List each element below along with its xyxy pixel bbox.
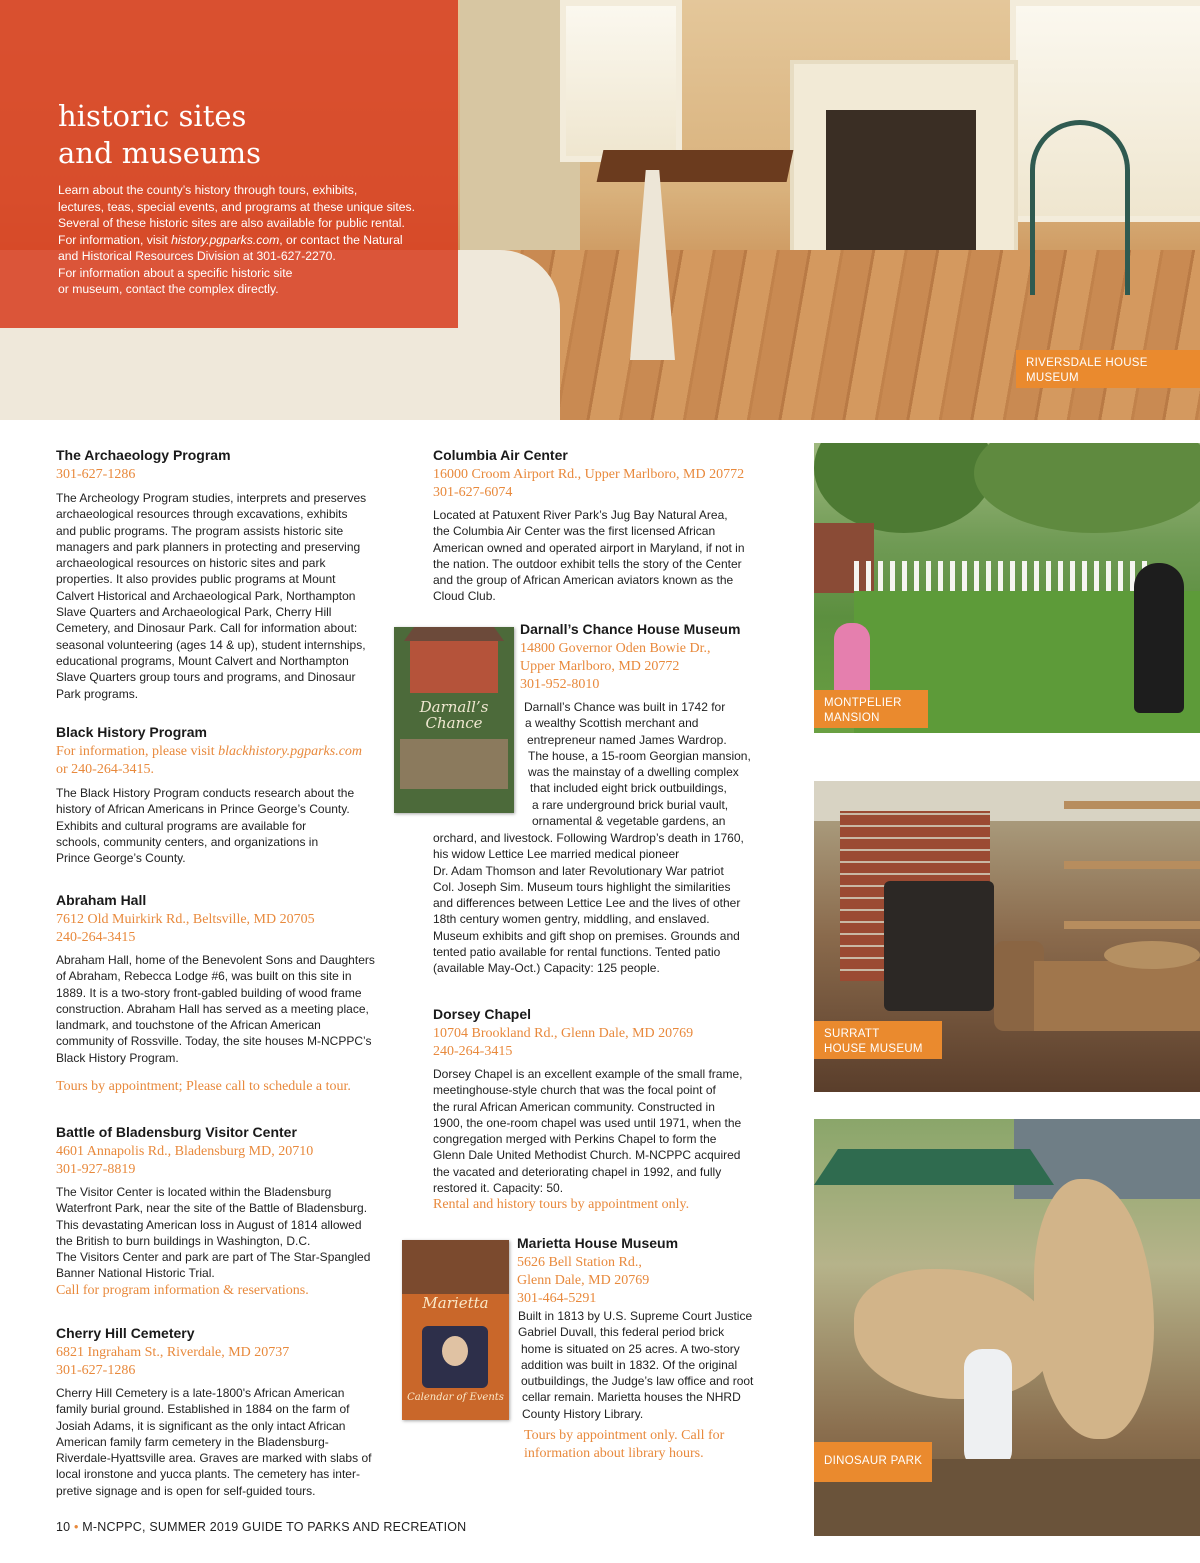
body-line: construction. Abraham Hall has served as a meeting place,: [56, 1001, 369, 1016]
body-line: was the mainstay of a dwelling complex: [528, 765, 739, 780]
entry-dorsey-chapel: [433, 1005, 763, 1214]
cover-photo: [400, 739, 508, 789]
body-line: Slave Quarters and Archaeological Park, Cherry Hill: [56, 605, 332, 620]
body-line: Exhibits and cultural programs are available for: [56, 818, 307, 833]
intro-line: and Historical Resources Division at 301-627-2270.: [58, 249, 336, 263]
caption-line: MONTPELIER: [824, 697, 902, 709]
intro-text-fragment: , or contact the Natural: [279, 232, 403, 247]
entry-body: [56, 785, 386, 866]
entry-address: 5626 Bell Station Rd.,: [517, 1255, 642, 1270]
body-line: The Archeology Program studies, interprets and preserves: [56, 491, 367, 505]
entry-phone: 301-627-1286: [56, 1363, 136, 1378]
intro-line: [58, 232, 438, 249]
body-line: Col. Joseph Sim. Museum tours highlight the similarities: [433, 879, 731, 894]
body-line: schools, community centers, and organizations in: [56, 834, 319, 849]
body-line: outbuildings, the Judge’s law office and root: [521, 1374, 754, 1389]
entry-address: 7612 Old Muirkirk Rd., Beltsville, MD 20705: [56, 912, 315, 927]
entry-title: Abraham Hall: [56, 892, 147, 908]
hero-windsor-chair: [1030, 120, 1130, 295]
body-line: the Columbia Air Center was the first licensed African: [433, 524, 716, 539]
darnalls-chance-brochure-cover: [394, 627, 514, 813]
photo-child: [964, 1349, 1012, 1469]
black-history-link[interactable]: blackhistory.pgparks.com: [218, 744, 363, 759]
body-line: Built in 1813 by U.S. Supreme Court Justice: [518, 1309, 753, 1323]
note-line: information about library hours.: [524, 1446, 704, 1462]
entry-title: Black History Program: [56, 724, 207, 740]
photo-shelf: [1064, 921, 1200, 929]
hero-table: [597, 150, 794, 182]
entry-phone: 240-264-3415: [56, 930, 136, 945]
entry-body: [433, 830, 763, 977]
photo-shelf: [1064, 861, 1200, 869]
entry-phone: 301-627-1286: [56, 467, 136, 482]
body-line: Josiah Adams, it is significant as the only intact African: [56, 1418, 346, 1433]
photo-fence: [854, 561, 1154, 591]
body-line: archaeological resources on historic sites and park: [56, 556, 326, 571]
body-line: Museum exhibits and gift shop on premises. Grounds and: [433, 928, 740, 943]
body-line: landmark, and touchstone of the African American: [56, 1018, 321, 1033]
body-line: orchard, and livestock. Following Wardrop’s death in 1760,: [433, 831, 744, 845]
entry-address: 16000 Croom Airport Rd., Upper Marlboro, MD 20772: [433, 467, 745, 482]
entry-body: [56, 490, 386, 702]
entry-title: Darnall’s Chance House Museum: [520, 621, 741, 637]
intro-text-fragment: For information, visit: [58, 232, 172, 247]
photo-tree: [974, 443, 1200, 533]
photo-dinosaur-sculpture: [1034, 1179, 1154, 1439]
contact-text: or 240-264-3415.: [56, 762, 154, 777]
title-line: historic sites: [58, 99, 247, 133]
marietta-brochure-cover: [402, 1240, 509, 1420]
entry-note: Tours by appointment; Please call to schedule a tour.: [56, 1079, 351, 1095]
entry-marietta-house: [517, 1234, 787, 1463]
body-line: Darnall’s Chance was built in 1742 for: [524, 700, 726, 714]
photo-caption-riversdale: [1016, 350, 1200, 388]
body-line: managers and park planners in protecting and preserving: [56, 539, 361, 554]
body-line: a rare underground brick burial vault,: [532, 797, 729, 812]
entry-address: Upper Marlboro, MD 20772: [520, 659, 680, 674]
entry-note: [524, 1427, 787, 1463]
entry-body: [433, 1066, 763, 1196]
entry-contact: [56, 743, 386, 779]
photo-wood-stove: [884, 881, 994, 1011]
cover-subtitle: Calendar of Events: [407, 1392, 504, 1403]
body-line: and the group of African American aviators known as the: [433, 573, 734, 588]
body-line: The Black History Program conducts research about the: [56, 786, 355, 800]
body-line: Dorsey Chapel is an excellent example of the small frame,: [433, 1067, 743, 1081]
body-line: and differences between Lettice Lee and the lives of other: [433, 896, 741, 911]
body-line: the British to burn buildings in Washington, D.C.: [56, 1233, 311, 1248]
entry-address: 14800 Governor Oden Bowie Dr.,: [520, 641, 711, 656]
body-line: 1889. It is a two-story front-gabled building of wood frame: [56, 985, 362, 1000]
entry-cherry-hill: [56, 1324, 386, 1499]
body-line: Calvert Historical and Archaeological Park, Northampton: [56, 588, 356, 603]
cover-house-image: [402, 1240, 509, 1294]
entry-phone: 301-952-8010: [520, 677, 600, 692]
hero-fireplace: [826, 110, 976, 250]
body-line: ornamental & vegetable gardens, an: [532, 814, 726, 829]
body-line: meetinghouse-style church that was the focal point of: [433, 1083, 716, 1098]
body-line: his widow Lettice Lee married medical pioneer: [433, 847, 680, 862]
page-title: [58, 98, 438, 172]
body-line: properties. It also provides public programs at Mount: [56, 572, 336, 587]
entry-bladensburg: [56, 1123, 386, 1300]
intro-line: lectures, teas, special events, and programs at these unique sites.: [58, 199, 416, 214]
body-line: Abraham Hall, home of the Benevolent Sons and Daughters: [56, 953, 375, 967]
entry-address: 4601 Annapolis Rd., Bladensburg MD, 20710: [56, 1144, 314, 1159]
entry-note: Call for program information & reservations.: [56, 1282, 309, 1298]
body-line: (available May-Oct.) Capacity: 125 people.: [433, 961, 660, 976]
entry-title: Battle of Bladensburg Visitor Center: [56, 1124, 297, 1140]
entry-black-history: [56, 723, 386, 866]
body-line: American owned and operated airport in Maryland, if not in: [433, 540, 745, 555]
note-line: Tours by appointment only. Call for: [524, 1428, 725, 1444]
body-line: seasonal volunteering (ages 14 & up), student internships,: [56, 637, 366, 652]
body-line: County History Library.: [522, 1406, 644, 1421]
footer-separator: •: [74, 1520, 79, 1534]
cover-house-image: [410, 641, 498, 693]
photo-dinosaur-sculpture: [854, 1269, 1054, 1399]
body-line: tented patio available for rental functions. Tented patio: [433, 945, 721, 960]
body-line: history of African Americans in Prince George’s County.: [56, 802, 350, 817]
body-line: Cemetery, and Dinosaur Park. Call for information about:: [56, 621, 358, 636]
entry-body: [433, 507, 763, 605]
body-line: The Visitor Center is located within the Bladensburg: [56, 1185, 332, 1199]
body-line: Gabriel Duvall, this federal period brick: [518, 1325, 725, 1340]
body-line: 18th century women gentry, middling, and enslaved.: [433, 912, 710, 927]
photo-caption-dinosaur-park: [814, 1442, 932, 1482]
body-line: congregation merged with Perkins Chapel to form the: [433, 1132, 717, 1147]
photo-caption-surratt: [814, 1021, 942, 1059]
cover-title: Marietta: [422, 1294, 489, 1312]
caption-line: MUSEUM: [1026, 372, 1079, 384]
body-line: the vacated and deteriorating chapel in 1992, and fully: [433, 1164, 722, 1179]
photo-shelf: [1064, 801, 1200, 809]
entry-title: Cherry Hill Cemetery: [56, 1325, 195, 1341]
title-line: and museums: [58, 136, 262, 170]
page-footer: [56, 1520, 466, 1534]
entry-darnalls-chance: [520, 620, 780, 694]
intro-line: or museum, contact the complex directly.: [58, 282, 279, 296]
entry-phone: 301-927-8819: [56, 1162, 136, 1177]
body-line: local ironstone and yucca plants. The cemetery has inter-: [56, 1467, 360, 1482]
body-line: the nation. The outdoor exhibit tells the story of the Center: [433, 556, 742, 571]
body-line: Cherry Hill Cemetery is a late-1800's African American: [56, 1386, 345, 1400]
page-number: 10: [56, 1520, 71, 1534]
entry-title: Marietta House Museum: [517, 1235, 679, 1251]
body-line: cellar remain. Marietta houses the NHRD: [522, 1390, 741, 1405]
entry-title: Columbia Air Center: [433, 447, 568, 463]
body-line: that included eight brick outbuildings,: [530, 781, 727, 796]
body-line: Located at Patuxent River Park’s Jug Bay Natural Area,: [433, 508, 728, 522]
entry-phone: 240-264-3415: [433, 1044, 513, 1059]
caption-line: HOUSE MUSEUM: [824, 1043, 923, 1055]
intro-line: Several of these historic sites are also available for public rental.: [58, 216, 405, 230]
entry-body: [56, 952, 386, 1066]
photo-woman: [1134, 563, 1184, 713]
intro-text: [58, 182, 438, 298]
photo-tree: [814, 443, 994, 533]
cover-title: Darnall’s Chance: [419, 698, 489, 732]
body-line: Black History Program.: [56, 1050, 179, 1065]
body-line: and public programs. The program assists historic site: [56, 523, 344, 538]
body-line: a wealthy Scottish merchant and: [525, 716, 699, 731]
hero-window: [560, 0, 682, 162]
entry-body: [56, 1385, 386, 1499]
entry-body: [56, 1184, 386, 1282]
intro-line: For information about a specific historic site: [58, 265, 293, 280]
contact-text: For information, please visit: [56, 744, 219, 759]
caption-line: MANSION: [824, 712, 880, 724]
entry-title: Dorsey Chapel: [433, 1006, 532, 1022]
body-line: American family farm cemetery in the Bladensburg-: [56, 1434, 329, 1449]
photo-caption-montpelier: [814, 690, 928, 728]
caption-line: SURRATT: [824, 1028, 880, 1040]
photo-table: [1034, 961, 1200, 1031]
body-line: home is situated on 25 acres. A two-story: [521, 1341, 740, 1356]
entry-phone: 301-464-5291: [517, 1291, 597, 1306]
entry-abraham-hall: [56, 891, 386, 1096]
body-line: Dr. Adam Thomson and later Revolutionary War patriot: [433, 863, 724, 878]
body-line: Banner National Historic Trial.: [56, 1266, 215, 1281]
publication-title: M-NCPPC, SUMMER 2019 GUIDE TO PARKS AND RECREATION: [82, 1520, 467, 1534]
body-line: addition was built in 1832. Of the original: [521, 1357, 738, 1372]
entry-address: 10704 Brookland Rd., Glenn Dale, MD 20769: [433, 1026, 694, 1041]
body-line: archaeological resources through excavations, exhibits: [56, 507, 348, 522]
body-line: Waterfront Park, near the site of the Battle of Bladensburg.: [56, 1201, 368, 1216]
body-line: Park programs.: [56, 686, 139, 701]
entry-body-wrapped: [524, 699, 784, 829]
caption-line: RIVERSDALE HOUSE: [1026, 357, 1148, 369]
body-line: restored it. Capacity: 50.: [433, 1181, 564, 1196]
body-line: Slave Quarters group tours and programs, and Dinosaur: [56, 670, 356, 685]
body-line: the rural African American community. Constructed in: [433, 1099, 715, 1114]
entry-note: Rental and history tours by appointment only.: [433, 1197, 690, 1213]
entry-phone: 301-627-6074: [433, 485, 513, 500]
body-line: Cloud Club.: [433, 589, 496, 604]
entry-columbia-air-center: [433, 446, 763, 605]
body-line: educational programs, Mount Calvert and Northampton: [56, 653, 349, 668]
body-line: 1900, the one-room chapel was used until 1971, when the: [433, 1115, 742, 1130]
body-line: pretive signage and is open for self-guided tours.: [56, 1483, 316, 1498]
photo-bowl: [1104, 941, 1200, 969]
body-line: The house, a 15-room Georgian mansion,: [528, 748, 751, 763]
body-line: family burial ground. Established in 1884 on the farm of: [56, 1402, 350, 1417]
entry-address: Glenn Dale, MD 20769: [517, 1273, 650, 1288]
entry-archaeology: [56, 446, 386, 702]
intro-line: Learn about the county’s history through tours, exhibits,: [58, 183, 358, 197]
body-line: community of Rossville. Today, the site houses M-NCPPC’s: [56, 1034, 372, 1049]
body-line: Prince George’s County.: [56, 851, 186, 866]
body-line: of Abraham, Rebecca Lodge #6, was built on this site in: [56, 969, 352, 984]
body-line: Riverdale-Hyattsville area. Graves are marked with slabs of: [56, 1451, 372, 1466]
history-website-link[interactable]: history.pgparks.com: [171, 232, 280, 247]
body-line: entrepreneur named James Wardrop.: [527, 732, 727, 747]
entry-title: The Archaeology Program: [56, 447, 231, 463]
body-line: The Visitors Center and park are part of The Star-Spangled: [56, 1250, 371, 1265]
entry-body: [517, 1308, 787, 1422]
caption-line: DINOSAUR PARK: [824, 1455, 923, 1467]
entry-address: 6821 Ingraham St., Riverdale, MD 20737: [56, 1345, 290, 1360]
cover-portrait: [422, 1326, 488, 1388]
body-line: This devastating American loss in August of 1814 allowed: [56, 1217, 362, 1232]
body-line: Glenn Dale United Methodist Church. M-NCPPC acquired: [433, 1148, 741, 1163]
